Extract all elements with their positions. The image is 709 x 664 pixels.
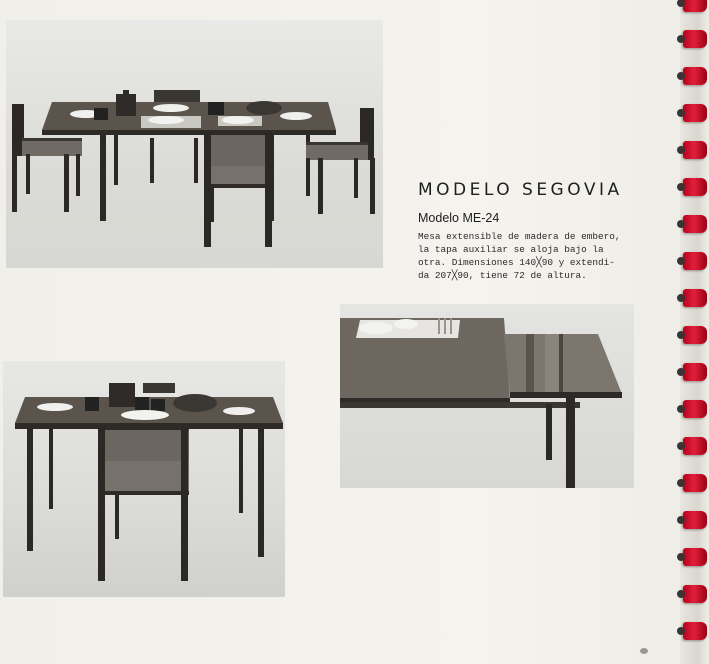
description-line: otra. Dimensiones 140╳90 y extendi- [418,257,615,268]
binding-ring [683,178,707,196]
spiral-binding [680,0,709,664]
photo-extension-detail [340,304,634,488]
binding-ring [683,622,707,640]
binding-ring [683,511,707,529]
binding-ring [683,437,707,455]
description-line: da 207╳90, tiene 72 de altura. [418,270,587,281]
description-line: la tapa auxiliar se aloja bajo la [418,244,604,255]
binding-ring [683,215,707,233]
binding-ring [683,363,707,381]
binding-ring [683,104,707,122]
binding-ring [683,67,707,85]
binding-ring [683,474,707,492]
binding-ring [683,326,707,344]
model-code: Modelo ME-24 [418,211,500,225]
binding-ring [683,585,707,603]
binding-ring [683,289,707,307]
model-description [418,230,640,282]
model-title: MODELO SEGOVIA [418,180,623,200]
binding-ring [683,400,707,418]
binding-ring [683,0,707,12]
page-smudge [640,648,648,654]
binding-ring [683,548,707,566]
binding-ring [683,252,707,270]
description-line: Mesa extensible de madera de embero, [418,231,621,242]
photo-table-one-chair [3,361,285,597]
binding-ring [683,141,707,159]
photo-table-four-chairs [6,20,383,268]
binding-ring [683,30,707,48]
